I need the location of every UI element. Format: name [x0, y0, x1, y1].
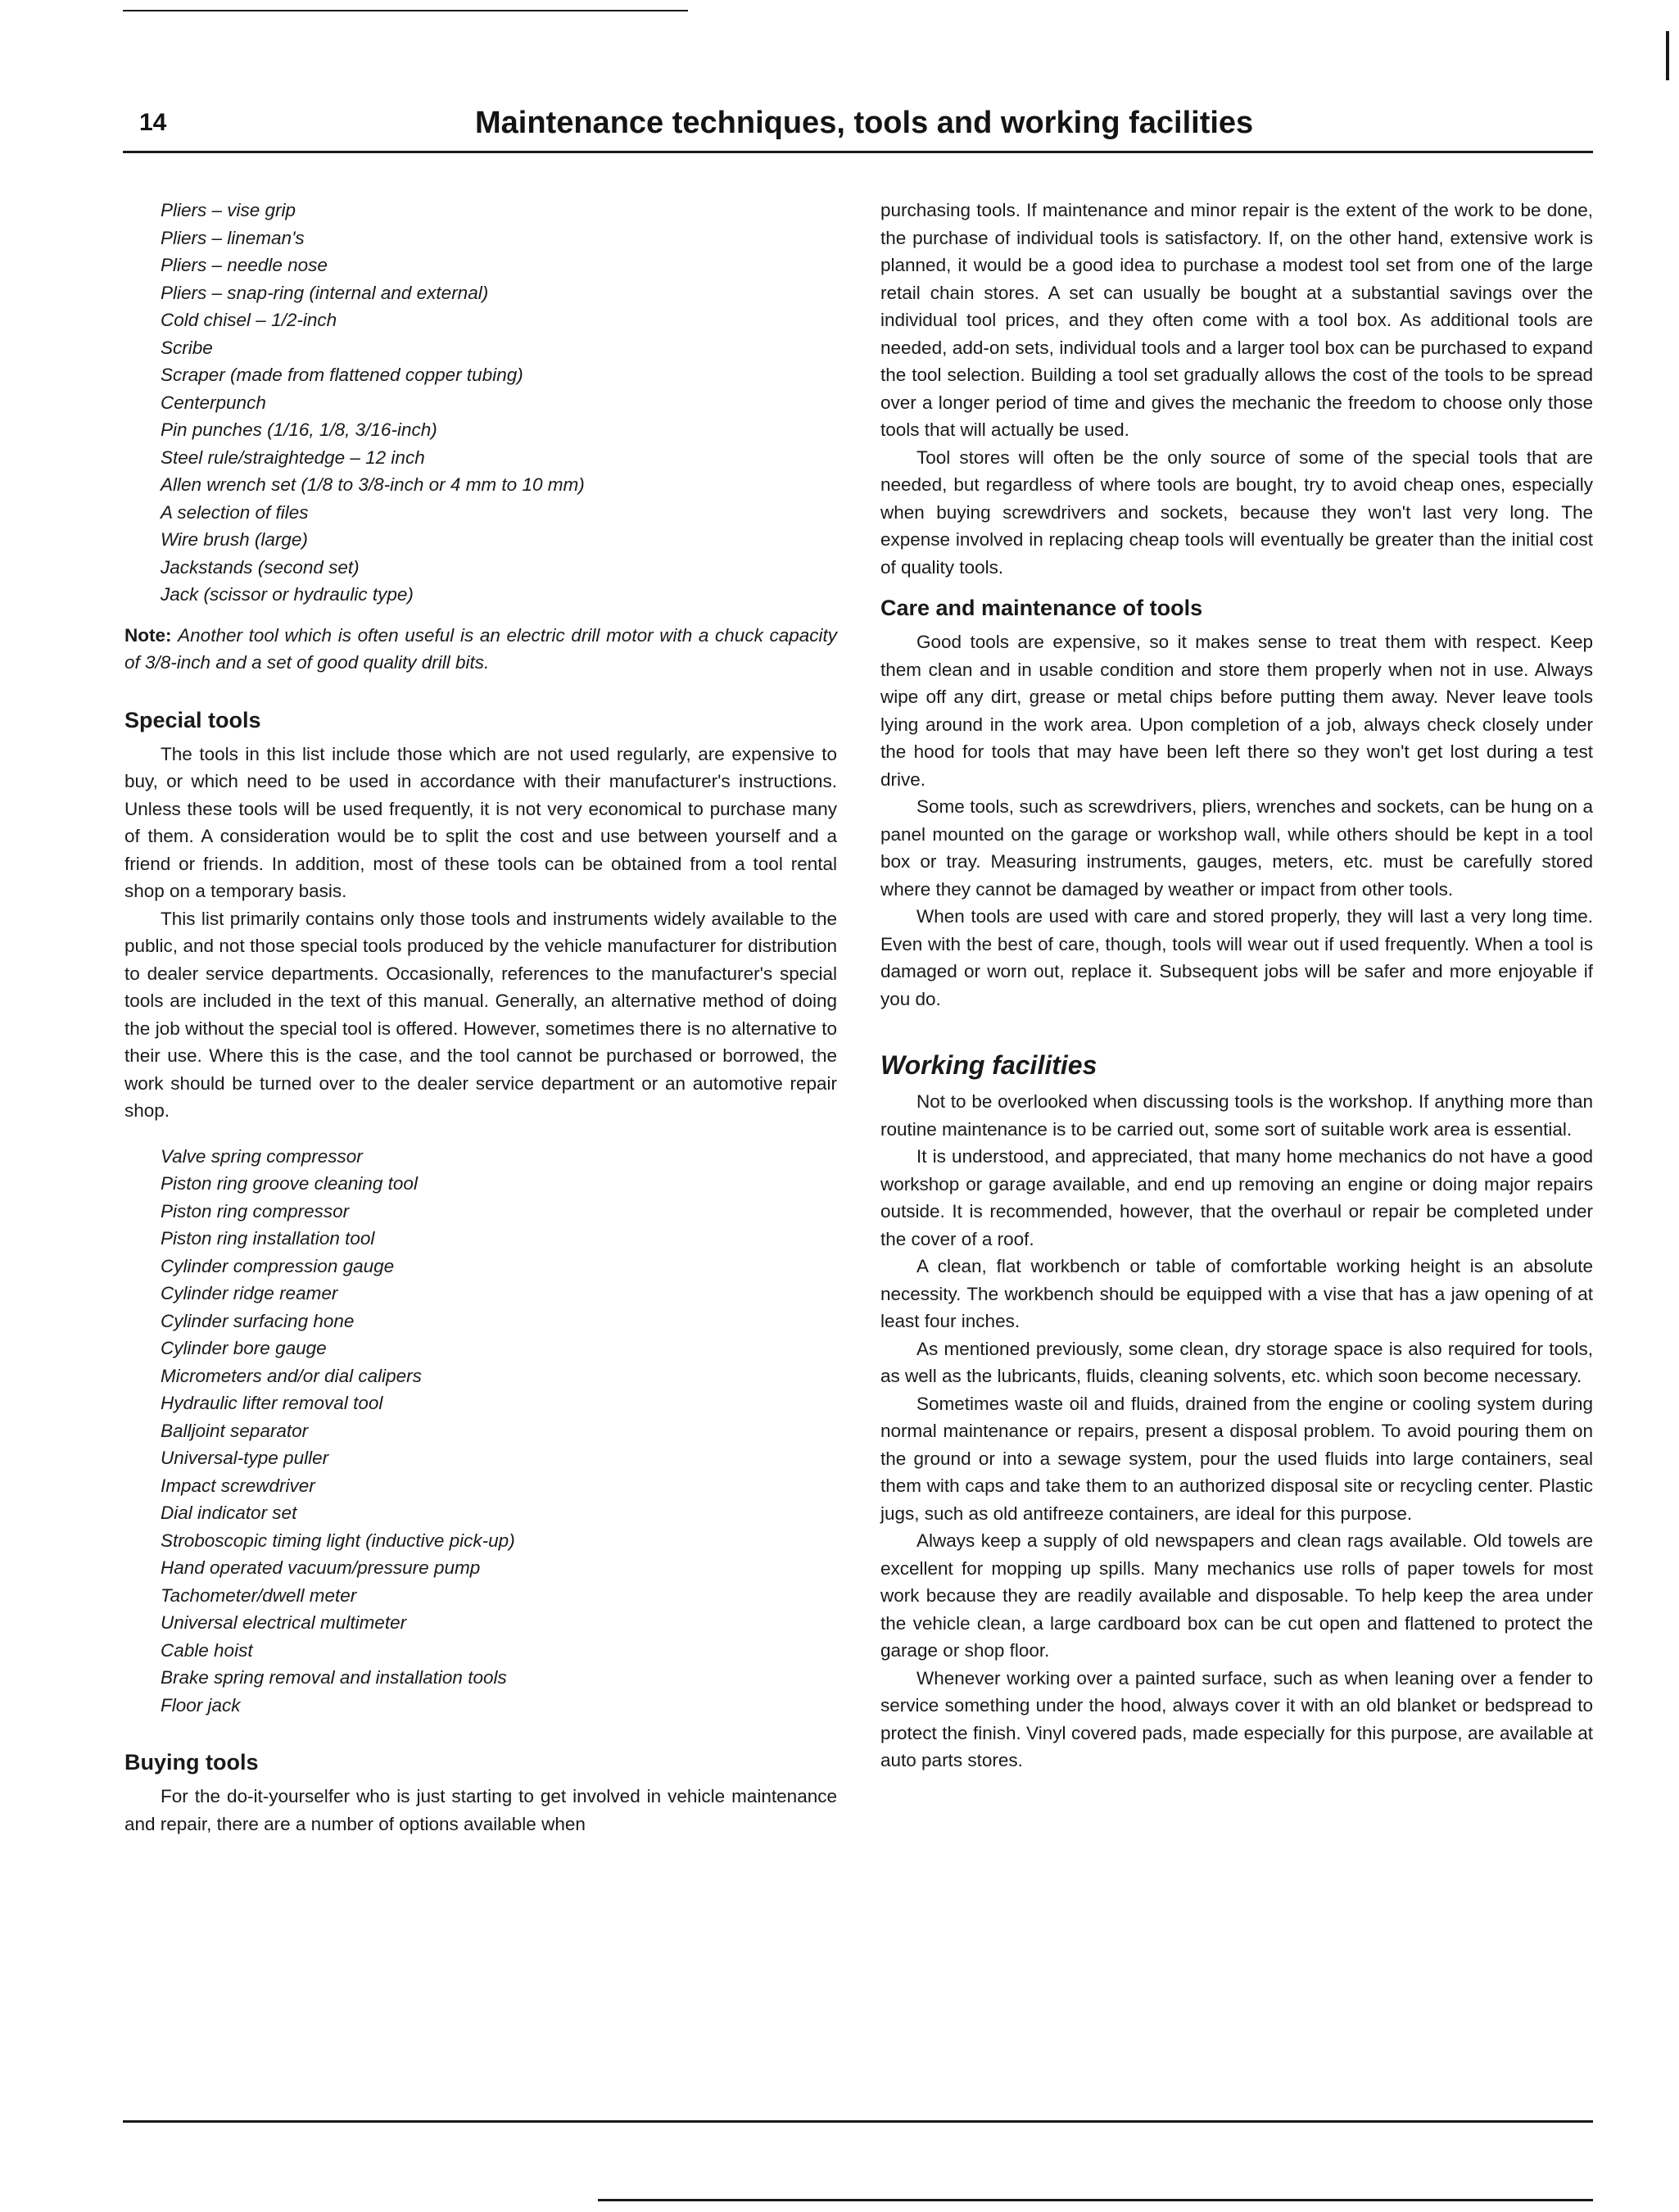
- left-column: [124, 197, 837, 1838]
- list-item: Tachometer/dwell meter: [161, 1584, 357, 1606]
- list-item: Hand operated vacuum/pressure pump: [161, 1557, 481, 1578]
- top-scan-rule: [123, 10, 688, 11]
- list-item: Pliers – snap-ring (internal and external): [161, 282, 489, 303]
- list-item: Hydraulic lifter removal tool: [161, 1393, 383, 1413]
- list-item: Jackstands (second set): [161, 556, 360, 578]
- list-item: Piston ring groove cleaning tool: [161, 1173, 418, 1194]
- list-item: Brake spring removal and installation tools: [161, 1667, 507, 1688]
- list-item: Stroboscopic timing light (inductive pick-up): [161, 1530, 515, 1551]
- bottom-scan-rule: [598, 2199, 1593, 2201]
- header-rule: [123, 151, 1593, 153]
- working-facilities-heading: Working facilities: [880, 1050, 1097, 1080]
- special-tools-heading: Special tools: [124, 707, 261, 732]
- list-item: Jack (scissor or hydraulic type): [161, 584, 414, 605]
- list-item: Cylinder compression gauge: [161, 1255, 395, 1276]
- list-item: Dial indicator set: [161, 1503, 297, 1523]
- body-paragraph: This list primarily contains only those tools and instruments widely available to the public, and not those special tools produced by the vehicle manufacturer for distribution to dealer service departments. Occasionally, references to the manufacturer's special tools are included in the text of this manual. Generally, an alternative method of doing the job without the special tool is offered. However, sometimes there is no alternative to their use. Where this is the case, and the tool cannot be purchased or borrowed, the work should be turned over to the dealer service department or an automotive repair shop.: [124, 908, 837, 1121]
- note-text: Another tool which is often useful is an electric drill motor with a chuck capacity of 3/8-inch and a set of good quality drill bits.: [124, 624, 837, 673]
- list-item: Micrometers and/or dial calipers: [161, 1365, 422, 1386]
- body-paragraph: Good tools are expensive, so it makes sense to treat them with respect. Keep them clean and in usable condition and store them properly when not in use. Always wipe off any dirt, grease or metal chips before putting them away. Never leave tools lying around in the work area. Upon completion of a job, always check closely under the hood for tools that may have been left there so they won't get lost during a test drive.: [880, 632, 1593, 790]
- note-label: Note:: [124, 624, 172, 646]
- running-title: Maintenance techniques, tools and working facilities: [475, 106, 1254, 140]
- list-item: Wire brush (large): [161, 529, 308, 550]
- list-item: Floor jack: [161, 1694, 241, 1716]
- page-number: 14: [139, 109, 167, 136]
- list-item: Steel rule/straightedge – 12 inch: [161, 446, 425, 468]
- body-paragraph: The tools in this list include those which are not used regularly, are expensive to buy, or which need to be used in accordance with their manufacturer's instructions. Unless these tools will be used frequently, it is not very economical to purchase many of them. A consideration would be to split the cost and use between yourself and a friend or friends. In addition, most of these tools can be obtained from a tool rental shop on a temporary basis.: [124, 743, 837, 901]
- body-paragraph: It is understood, and appreciated, that many home mechanics do not have a good workshop or garage available, and end up removing an engine or doing major repairs outside. It is recommended, however, that the overhaul or repair be completed under the cover of a roof.: [880, 1146, 1593, 1249]
- edge-mark: [1666, 31, 1669, 80]
- list-item: Valve spring compressor: [161, 1145, 363, 1167]
- care-heading: Care and maintenance of tools: [880, 596, 1203, 620]
- list-item: Allen wrench set (1/8 to 3/8-inch or 4 mm to 10 mm): [161, 474, 585, 495]
- list-item: Centerpunch: [161, 392, 266, 413]
- list-item: Piston ring compressor: [161, 1200, 350, 1222]
- list-item: Pliers – vise grip: [161, 200, 296, 220]
- list-item: Impact screwdriver: [161, 1475, 315, 1496]
- body-paragraph: Some tools, such as screwdrivers, pliers, wrenches and sockets, can be hung on a panel mounted on the garage or workshop wall, while others should be kept in a tool box or tray. Measuring instruments, gauges, meters, etc. must be carefully stored where they cannot be damaged by weather or impact from other tools.: [880, 796, 1593, 900]
- list-item: Piston ring installation tool: [161, 1228, 375, 1249]
- footer-rule: [123, 2120, 1593, 2123]
- list-item: Cable hoist: [161, 1639, 253, 1661]
- list-item: Pliers – needle nose: [161, 255, 328, 275]
- list-item: Cold chisel – 1/2-inch: [161, 310, 337, 330]
- list-item: Universal electrical multimeter: [161, 1612, 407, 1633]
- tool-list-general: [124, 197, 837, 609]
- note-paragraph: [124, 622, 837, 677]
- body-paragraph: When tools are used with care and stored properly, they will last a very long time. Even with the best of care, though, tools will wear out if used frequently. When a tool is damaged or worn out, replace it. Subsequent jobs will be safer and more enjoyable if you do.: [880, 906, 1593, 1009]
- list-item: Cylinder surfacing hone: [161, 1310, 355, 1331]
- buying-tools-heading: Buying tools: [124, 1750, 259, 1775]
- body-paragraph: For the do-it-yourselfer who is just starting to get involved in vehicle maintenance and repair, there are a number of options available when: [124, 1786, 837, 1834]
- list-item: Cylinder ridge reamer: [161, 1283, 338, 1303]
- body-paragraph: Whenever working over a painted surface, such as when leaning over a fender to service something under the hood, always cover it with an old blanket or bedspread to protect the finish. Vinyl covered pads, made especially for this purpose, are available at auto parts stores.: [880, 1667, 1593, 1770]
- body-paragraph: Sometimes waste oil and fluids, drained from the engine or cooling system during normal maintenance or repairs, present a disposal problem. To avoid pouring them on the ground or into a sewage system, pour the used fluids into large containers, seal them with caps and take them to an authorized disposal site or recycling center. Plastic jugs, such as old antifreeze containers, are ideal for this purpose.: [880, 1393, 1593, 1524]
- list-item: A selection of files: [161, 501, 309, 523]
- tool-list-special: [124, 1143, 837, 1720]
- body-paragraph: As mentioned previously, some clean, dry storage space is also required for tools, as well as the lubricants, fluids, cleaning solvents, etc. which soon become necessary.: [880, 1338, 1593, 1386]
- spacer: [124, 1125, 837, 1143]
- list-item: Cylinder bore gauge: [161, 1338, 327, 1358]
- list-item: Scraper (made from flattened copper tubing): [161, 365, 523, 385]
- body-paragraph: Not to be overlooked when discussing tools is the workshop. If anything more than routine maintenance is to be carried out, some sort of suitable work area is essential.: [880, 1091, 1593, 1140]
- right-column: [880, 197, 1593, 1775]
- body-paragraph: Always keep a supply of old newspapers and clean rags available. Old towels are excellent for mopping up spills. Many mechanics use rolls of paper towels for most work because they are readily available and disposable. To help keep the area under the vehicle clean, a large cardboard box can be cut open and flattened to protect the garage or shop floor.: [880, 1530, 1593, 1661]
- list-item: Balljoint separator: [161, 1420, 309, 1441]
- list-item: Universal-type puller: [161, 1448, 329, 1468]
- body-paragraph: A clean, flat workbench or table of comfortable working height is an absolute necessity. The workbench should be equipped with a vise that has a jaw opening of at least four inches.: [880, 1256, 1593, 1331]
- list-item: Pin punches (1/16, 1/8, 3/16-inch): [161, 419, 437, 440]
- body-paragraph: Tool stores will often be the only source of some of the special tools that are needed, but regardless of where tools are bought, try to avoid cheap ones, especially when buying screwdrivers and sockets, because they won't last very long. The expense involved in replacing cheap tools will eventually be greater than the initial cost of quality tools.: [880, 446, 1593, 578]
- body-paragraph-continued: purchasing tools. If maintenance and minor repair is the extent of the work to be done, the purchase of individual tools is satisfactory. If, on the other hand, extensive work is planned, it would be a good idea to purchase a modest tool set from one of the large retail chain stores. A set can usually be bought at a substantial savings over the individual tool prices, and they often come with a tool box. As additional tools are needed, add-on sets, individual tools and a larger tool box can be purchased to expand the tool selection. Building a tool set gradually allows the cost of the tools to be spread over a longer period of time and gives the mechanic the freedom to choose only those tools that will actually be used.: [880, 200, 1593, 440]
- list-item: Pliers – lineman's: [161, 227, 305, 248]
- list-item: Scribe: [161, 337, 213, 358]
